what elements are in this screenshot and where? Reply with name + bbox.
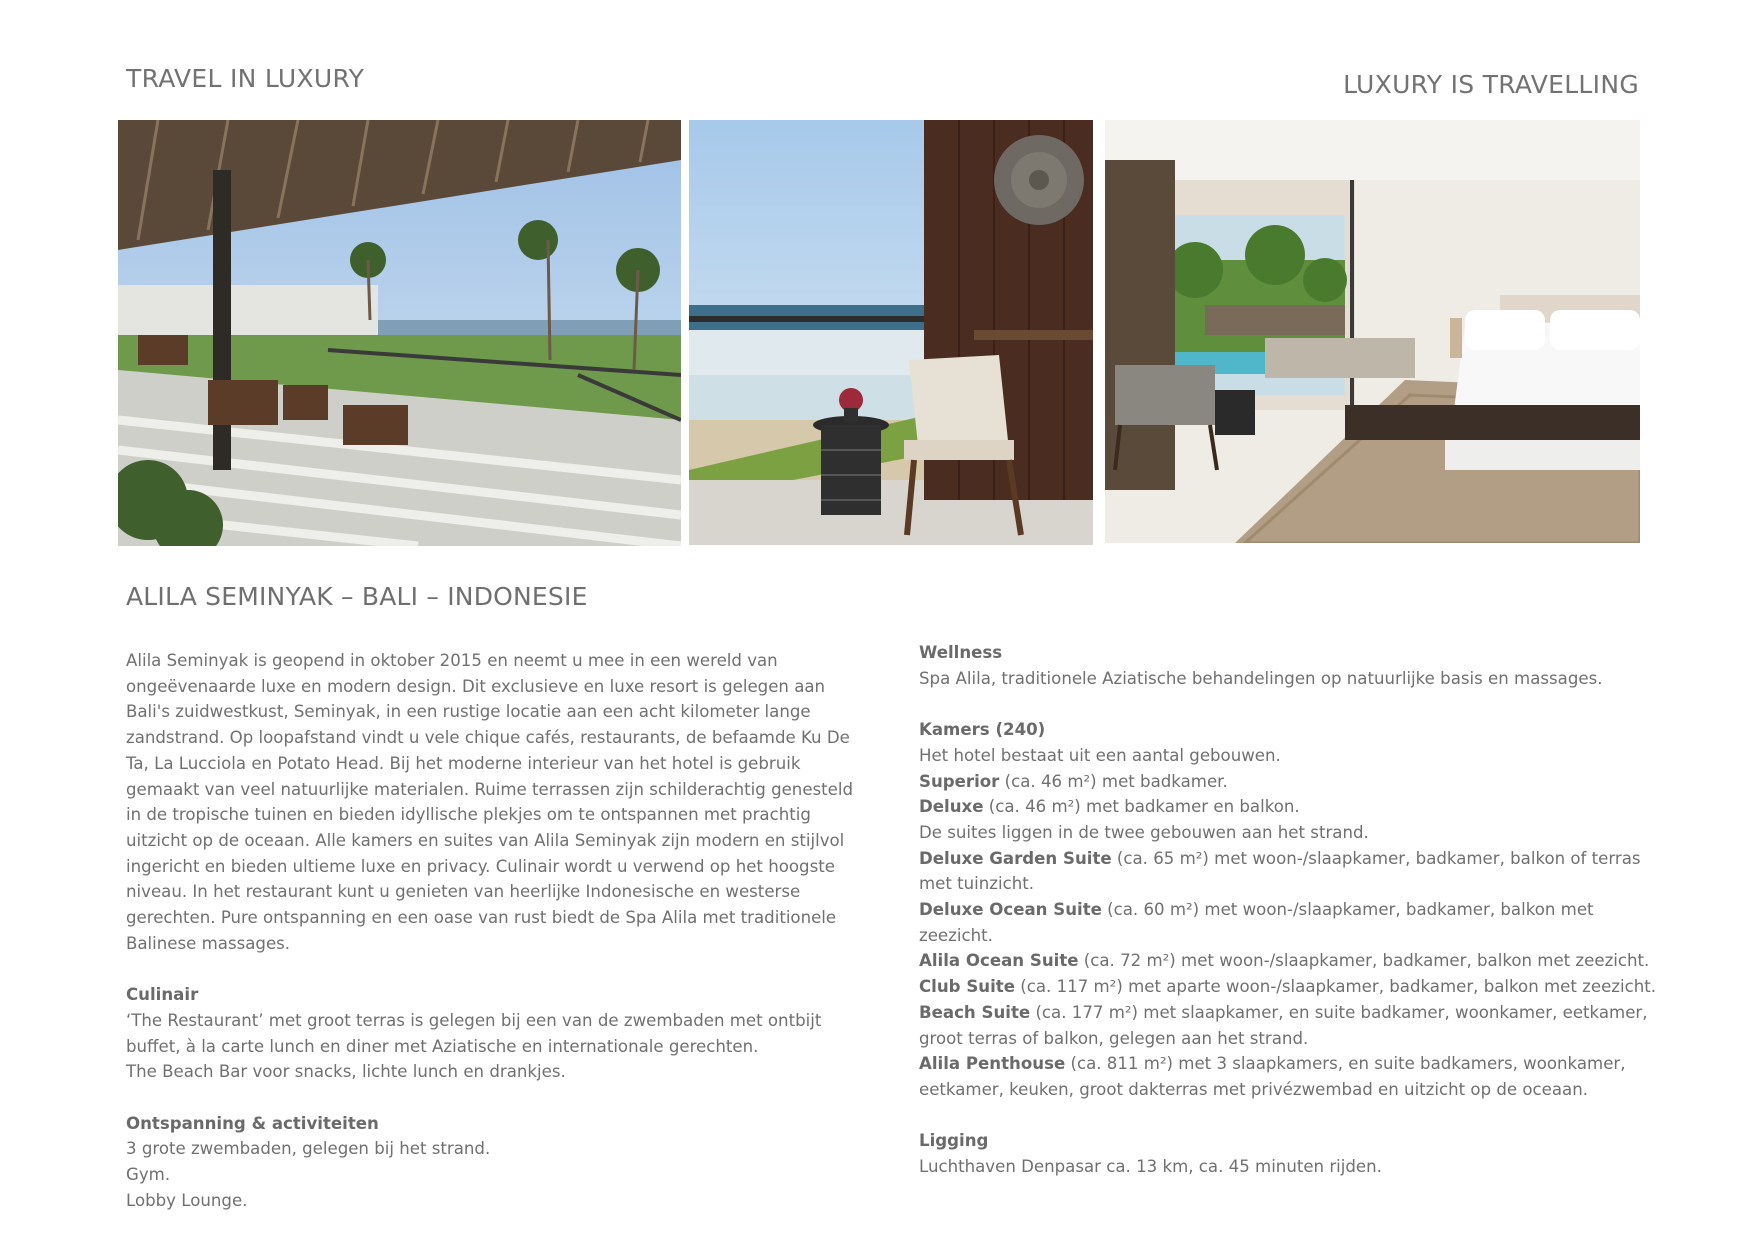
intro-line: Balinese massages. (126, 933, 291, 953)
ligging-section (919, 1128, 1639, 1179)
intro-line: gemaakt van veel natuurlijke materialen. Ruime terrassen zijn schilderachtig genesteld (126, 779, 854, 799)
left-column (126, 648, 854, 1239)
room-desc: (ca. 60 m²) met woon-/slaapkamer, badkamer, balkon met (1101, 900, 1594, 920)
header-left-tagline: TRAVEL IN LUXURY (126, 64, 365, 93)
room-desc: (ca. 46 m²) met badkamer. (999, 771, 1228, 791)
intro-line: ingericht en bieden ultieme luxe en privacy. Culinair wordt u verwend op het hoogste (126, 856, 835, 876)
bedroom-photo (1105, 120, 1640, 543)
room-desc-continued: met tuinzicht. (919, 874, 1035, 894)
ligging-text: Luchthaven Denpasar ca. 13 km, ca. 45 minuten rijden. (919, 1157, 1382, 1177)
intro-line: Alila Seminyak is geopend in oktober 2015 en neemt u mee in een wereld van (126, 651, 778, 670)
room-desc: (ca. 65 m²) met woon-/slaapkamer, badkamer, balkon of terras (1111, 848, 1641, 868)
room-desc-continued: eetkamer, keuken, groot dakterras met privézwembad en uitzicht op de oceaan. (919, 1079, 1589, 1099)
right-column (919, 640, 1657, 1205)
page-title: ALILA SEMINYAK – BALI – INDONESIE (126, 582, 588, 611)
room-name: Deluxe (919, 797, 984, 817)
room-name: Alila Ocean Suite (919, 951, 1079, 971)
room-deluxe (919, 794, 1639, 820)
intro-line: Ta, La Lucciola en Potato Head. Bij het moderne interieur van het hotel is gebruik (126, 753, 801, 773)
room-desc-continued: groot terras of balkon, gelegen aan het strand. (919, 1028, 1309, 1048)
header-right-tagline: LUXURY IS TRAVELLING (1343, 70, 1639, 99)
room-name: Club Suite (919, 977, 1015, 997)
intro-line: gerechten. Pure ontspanning en een oase van rust biedt de Spa Alila met traditionele (126, 908, 837, 928)
room-name: Beach Suite (919, 1002, 1031, 1022)
intro-line: niveau. In het restaurant kunt u genieten van heerlijke Indonesische en westerse (126, 882, 801, 902)
room-desc: (ca. 811 m²) met 3 slaapkamers, en suite badkamers, woonkamer, (1065, 1054, 1626, 1074)
wellness-section (919, 640, 1639, 691)
intro-line: Bali's zuidwestkust, Seminyak, in een rustige locatie aan een acht kilometer lange (126, 702, 811, 722)
ontspanning-section (126, 1111, 846, 1214)
wellness-heading: Wellness (919, 643, 1003, 662)
kamers-section (919, 717, 1657, 1103)
intro-line: ongeëvenaarde luxe en modern design. Dit exclusieve en luxe resort is gelegen aan (126, 676, 826, 696)
culinair-line: buffet, à la carte lunch en diner met Aziatische en internationale gerechten. (126, 1036, 759, 1056)
room-desc: (ca. 117 m²) met aparte woon-/slaapkamer, badkamer, balkon met zeezicht. (1014, 977, 1657, 997)
room-beach-suite (919, 1000, 1648, 1026)
room-name: Deluxe Ocean Suite (919, 900, 1102, 920)
intro-line: zandstrand. Op loopafstand vindt u vele chique cafés, restaurants, de befaamde Ku De (126, 728, 850, 748)
room-desc-continued: zeezicht. (919, 925, 993, 945)
terrace-photo (118, 120, 681, 546)
room-alila-penthouse (919, 1051, 1639, 1077)
ontspanning-line: 3 grote zwembaden, gelegen bij het strand. (126, 1139, 491, 1159)
room-name: Alila Penthouse (919, 1054, 1066, 1074)
culinair-heading: Culinair (126, 985, 199, 1005)
wellness-text: Spa Alila, traditionele Aziatische behandelingen op natuurlijke basis en massages. (919, 668, 1603, 688)
ontspanning-heading: Ontspanning & activiteiten (126, 1113, 379, 1133)
room-desc: (ca. 72 m²) met woon-/slaapkamer, badkamer, balkon met zeezicht. (1078, 951, 1650, 971)
kamers-intro: Het hotel bestaat uit een aantal gebouwen. (919, 745, 1281, 765)
intro-paragraph (126, 648, 854, 956)
kamers-heading: Kamers (240) (919, 720, 1046, 740)
suites-intro: De suites liggen in de twee gebouwen aan het strand. (919, 822, 1369, 842)
room-deluxe-garden-suite (919, 846, 1639, 872)
room-desc: (ca. 46 m²) met badkamer en balkon. (983, 797, 1300, 817)
room-club-suite (919, 974, 1657, 1000)
room-name: Deluxe Garden Suite (919, 848, 1112, 868)
room-superior (919, 769, 1639, 795)
room-desc: (ca. 177 m²) met slaapkamer, en suite badkamer, woonkamer, eetkamer, (1030, 1002, 1648, 1022)
culinair-line: The Beach Bar voor snacks, lichte lunch en drankjes. (126, 1062, 566, 1082)
ontspanning-line: Gym. (126, 1165, 171, 1185)
culinair-section (126, 982, 846, 1085)
room-deluxe-ocean-suite (919, 897, 1639, 923)
beach-photo (689, 120, 1093, 545)
culinair-line: ‘The Restaurant’ met groot terras is gelegen bij een van de zwembaden met ontbijt (126, 1010, 822, 1030)
room-name: Superior (919, 771, 1000, 791)
intro-line: uitzicht op de oceaan. Alle kamers en suites van Alila Seminyak zijn modern en stijlvol (126, 830, 845, 850)
room-alila-ocean-suite (919, 948, 1650, 974)
ontspanning-line: Lobby Lounge. (126, 1190, 248, 1210)
ligging-heading: Ligging (919, 1131, 989, 1151)
intro-line: in de tropische tuinen en bieden idyllische plekjes om te ontspannen met prachtig (126, 805, 811, 825)
